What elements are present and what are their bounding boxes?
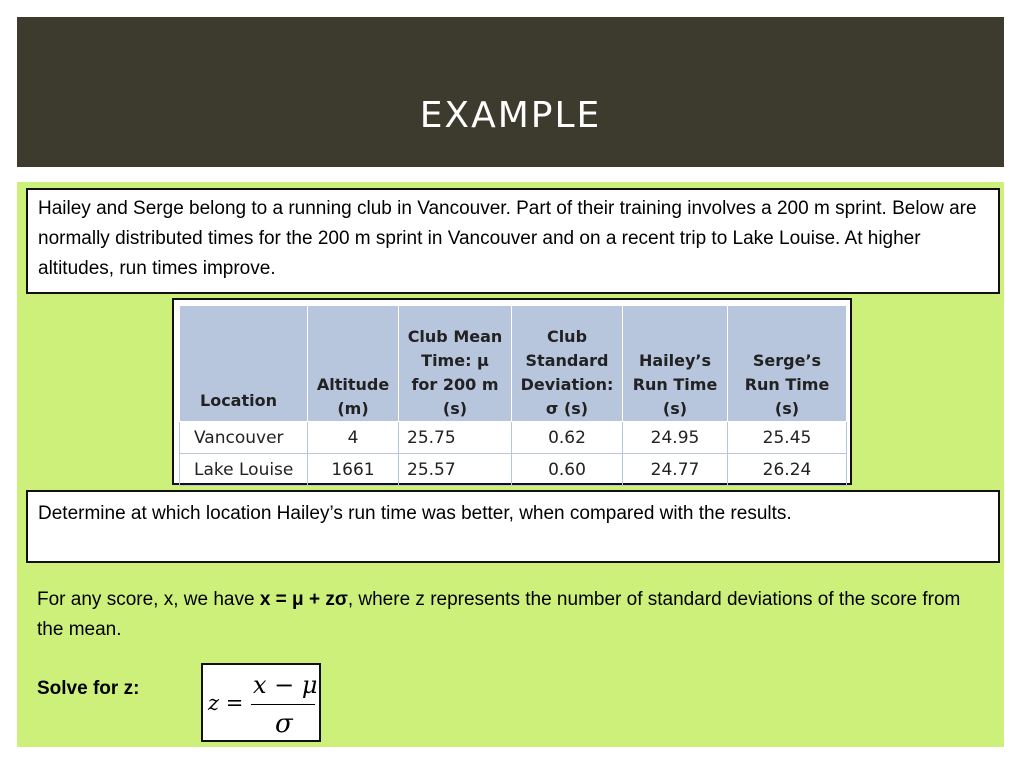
data-table: [179, 305, 847, 486]
equation-denominator: σ: [275, 709, 293, 739]
cell-altitude: 4: [308, 422, 399, 454]
cell-club-mean: 25.75: [399, 422, 512, 454]
formula-text-after: , where z represents the number of standard deviations of the score from the mean.: [37, 589, 961, 640]
table-header-row: [180, 306, 847, 422]
cell-serge: 26.24: [728, 454, 847, 486]
header-hailey: Hailey’s Run Time (s): [623, 306, 728, 422]
header-club-sd: Club Standard Deviation: σ (s): [512, 306, 623, 422]
header-serge: Serge’s Run Time (s): [728, 306, 847, 422]
header-club-mean: Club Mean Time: μ for 200 m (s): [399, 306, 512, 422]
cell-club-sd: 0.60: [512, 454, 623, 486]
equation-box: [201, 663, 321, 742]
question-textbox: [26, 490, 1000, 563]
cell-location: Vancouver: [180, 422, 308, 454]
question-text: Determine at which location Hailey’s run time was better, when compared with the results.: [38, 503, 792, 524]
header-location: Location: [180, 306, 308, 422]
cell-serge: 25.45: [728, 422, 847, 454]
data-table-frame: [172, 298, 852, 485]
intro-text: Hailey and Serge belong to a running club in Vancouver. Part of their training involves a 200 m sprint. Below are normally distributed times for the 200 m sprint in Vancouver and on a recent trip to Lake Louise. At higher altitudes, run times improve.: [38, 198, 977, 279]
intro-textbox: [26, 188, 1000, 294]
cell-hailey: 24.77: [623, 454, 728, 486]
cell-altitude: 1661: [308, 454, 399, 486]
cell-club-sd: 0.62: [512, 422, 623, 454]
formula-text-before: For any score, x, we have: [37, 589, 260, 610]
table-row: [180, 422, 847, 454]
equation-lhs: z =: [208, 691, 244, 715]
cell-club-mean: 25.57: [399, 454, 512, 486]
cell-hailey: 24.95: [623, 422, 728, 454]
fraction-bar: [251, 704, 315, 705]
formula-inline: x = μ + zσ: [259, 589, 348, 610]
cell-location: Lake Louise: [180, 454, 308, 486]
equation-numerator: x − μ: [253, 671, 318, 699]
formula-paragraph: [37, 585, 987, 645]
table-row: [180, 454, 847, 486]
slide-title: EXAMPLE: [419, 95, 602, 136]
header-altitude: Altitude (m): [308, 306, 399, 422]
content-area: [17, 182, 1004, 747]
solve-label: Solve for z:: [37, 678, 140, 699]
title-bar: [17, 17, 1004, 167]
